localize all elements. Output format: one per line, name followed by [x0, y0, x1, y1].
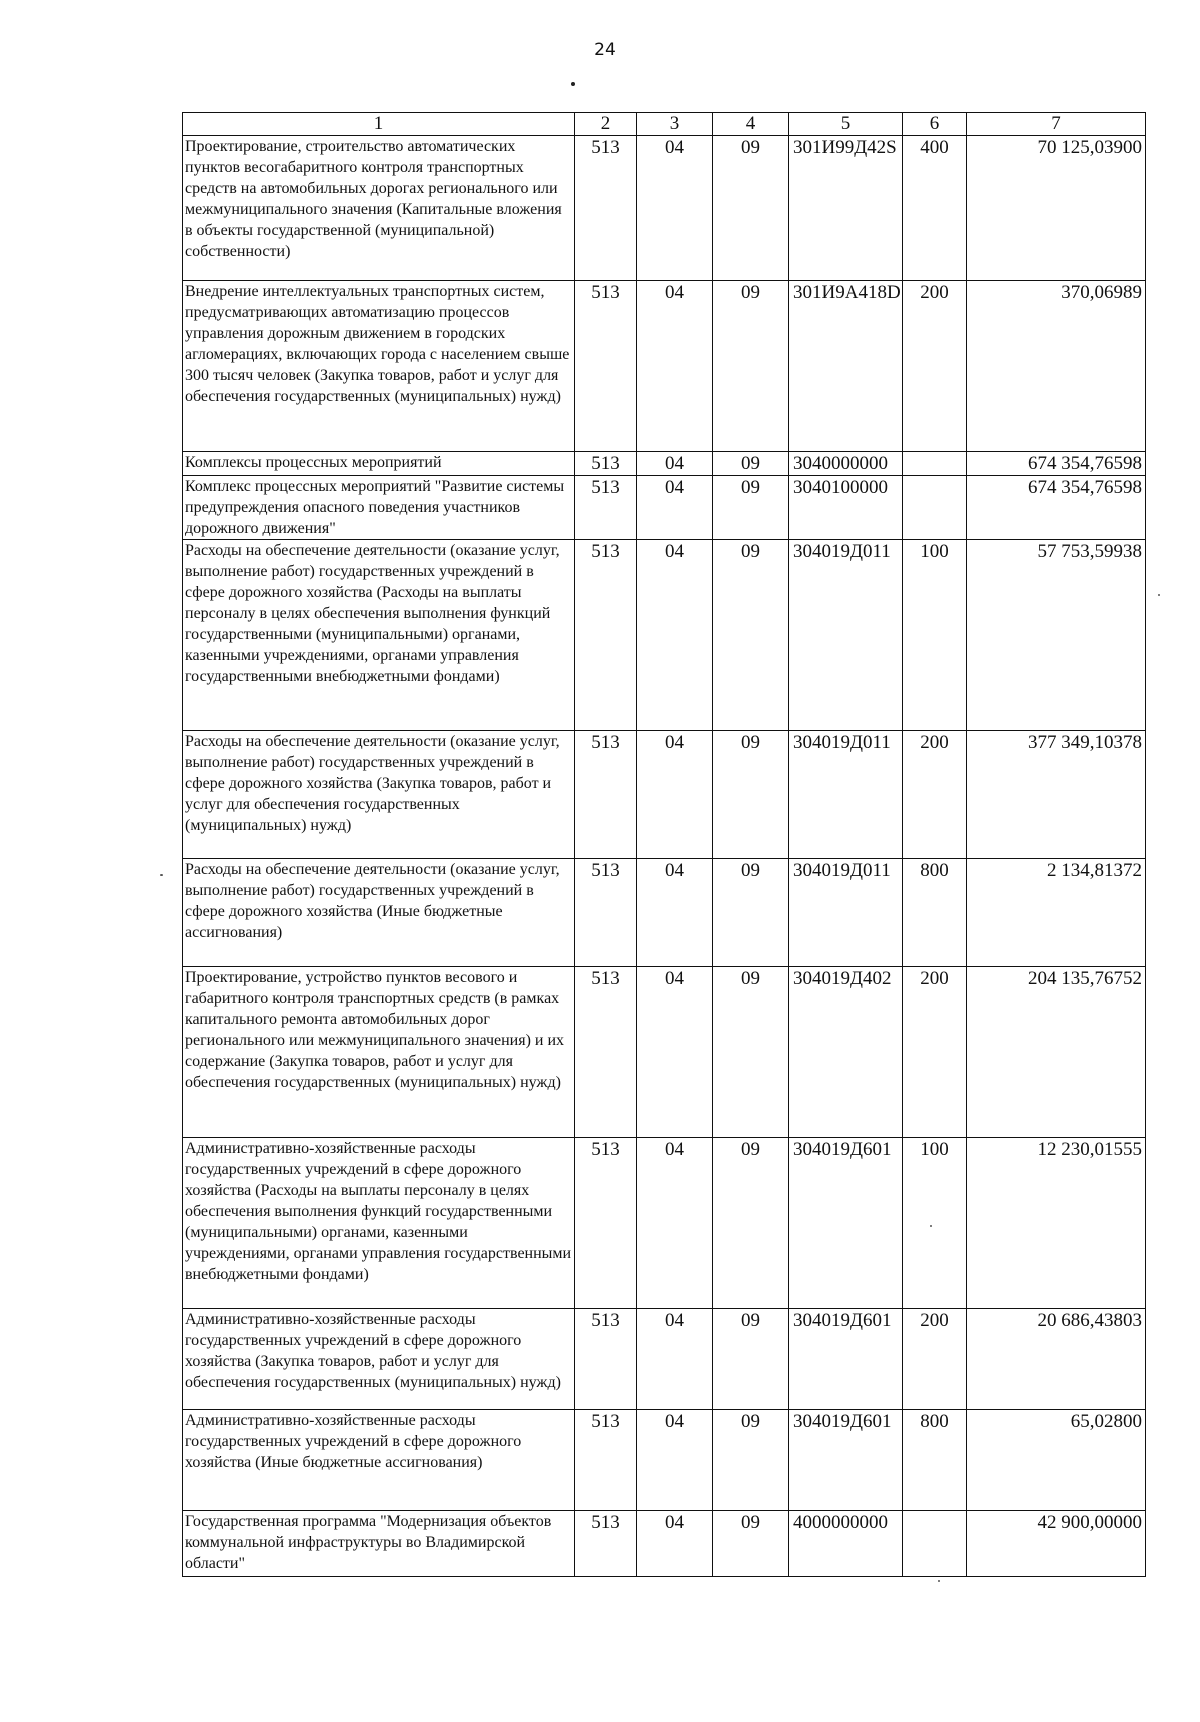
cell-amount: 674 354,76598: [967, 452, 1146, 476]
cell-ministry-code: 513: [575, 476, 637, 540]
table-row: [183, 1138, 1146, 1309]
cell-amount: 12 230,01555: [967, 1138, 1146, 1309]
cell-section-code: 04: [637, 281, 713, 452]
table-row: [183, 859, 1146, 967]
table-row: [183, 1309, 1146, 1410]
scan-speck: [1158, 594, 1160, 596]
cell-section-code: 04: [637, 136, 713, 281]
cell-amount: 65,02800: [967, 1410, 1146, 1511]
budget-table: [182, 112, 1146, 1577]
cell-section-code: 04: [637, 476, 713, 540]
col-header-6: 6: [903, 113, 967, 136]
cell-ministry-code: 513: [575, 967, 637, 1138]
cell-ministry-code: 513: [575, 731, 637, 859]
col-header-4: 4: [713, 113, 789, 136]
scan-mark: [571, 82, 575, 86]
row-description: Проектирование, устройство пунктов весового и габаритного контроля транспортных средств (в рамках капитального ремонта автомобильных дорог регионального или межмуниципального значения) и их содержание (Закупка товаров, работ и услуг для обеспечения государственных (муниципальных) нужд): [183, 967, 575, 1138]
row-description: Комплексы процессных мероприятий: [183, 452, 575, 476]
cell-target-article: 4000000000: [789, 1511, 903, 1577]
col-header-1: 1: [183, 113, 575, 136]
table-row: [183, 281, 1146, 452]
cell-amount: 377 349,10378: [967, 731, 1146, 859]
col-header-7: 7: [967, 113, 1146, 136]
cell-expense-type: 800: [903, 1410, 967, 1511]
cell-section-code: 04: [637, 1511, 713, 1577]
cell-amount: 42 900,00000: [967, 1511, 1146, 1577]
cell-amount: 70 125,03900: [967, 136, 1146, 281]
cell-ministry-code: 513: [575, 859, 637, 967]
cell-expense-type: 800: [903, 859, 967, 967]
header-row: [183, 113, 1146, 136]
cell-ministry-code: 513: [575, 1410, 637, 1511]
cell-amount: 2 134,81372: [967, 859, 1146, 967]
cell-expense-type: [903, 452, 967, 476]
row-description: Административно-хозяйственные расходы государственных учреждений в сфере дорожного хозяйства (Иные бюджетные ассигнования): [183, 1410, 575, 1511]
cell-expense-type: [903, 476, 967, 540]
cell-subsection-code: 09: [713, 136, 789, 281]
cell-ministry-code: 513: [575, 540, 637, 731]
table-row: [183, 540, 1146, 731]
scan-speck: [930, 1225, 932, 1227]
cell-expense-type: 200: [903, 731, 967, 859]
cell-target-article: 304019Д601: [789, 1309, 903, 1410]
cell-target-article: 304019Д011: [789, 540, 903, 731]
cell-target-article: 301И9А418D: [789, 281, 903, 452]
cell-subsection-code: 09: [713, 540, 789, 731]
cell-section-code: 04: [637, 1309, 713, 1410]
cell-expense-type: 100: [903, 1138, 967, 1309]
table-row: [183, 731, 1146, 859]
cell-subsection-code: 09: [713, 731, 789, 859]
cell-amount: 370,06989: [967, 281, 1146, 452]
cell-section-code: 04: [637, 1410, 713, 1511]
cell-subsection-code: 09: [713, 1309, 789, 1410]
cell-amount: 204 135,76752: [967, 967, 1146, 1138]
cell-amount: 57 753,59938: [967, 540, 1146, 731]
row-description: Расходы на обеспечение деятельности (оказание услуг, выполнение работ) государственных учреждений в сфере дорожного хозяйства (Расходы на выплаты персоналу в целях обеспечения выполнения функций государственными (муниципальными) органами, казенными учреждениями, органами управления государственными внебюджетными фондами): [183, 540, 575, 731]
cell-expense-type: 200: [903, 281, 967, 452]
cell-subsection-code: 09: [713, 1138, 789, 1309]
cell-expense-type: 400: [903, 136, 967, 281]
cell-section-code: 04: [637, 967, 713, 1138]
cell-expense-type: 100: [903, 540, 967, 731]
cell-target-article: 304019Д011: [789, 731, 903, 859]
cell-target-article: 3040100000: [789, 476, 903, 540]
cell-subsection-code: 09: [713, 1511, 789, 1577]
cell-subsection-code: 09: [713, 967, 789, 1138]
cell-target-article: 304019Д011: [789, 859, 903, 967]
table-row: [183, 136, 1146, 281]
cell-ministry-code: 513: [575, 136, 637, 281]
table-row: [183, 1410, 1146, 1511]
row-description: Государственная программа "Модернизация объектов коммунальной инфраструктуры во Владимирской области": [183, 1511, 575, 1577]
cell-target-article: 301И99Д42S: [789, 136, 903, 281]
cell-expense-type: [903, 1511, 967, 1577]
cell-amount: 20 686,43803: [967, 1309, 1146, 1410]
table-row: [183, 1511, 1146, 1577]
cell-subsection-code: 09: [713, 859, 789, 967]
row-description: Административно-хозяйственные расходы государственных учреждений в сфере дорожного хозяйства (Расходы на выплаты персоналу в целях обеспечения выполнения функций государственными (муниципальными) органами, казенными учреждениями, органами управления государственными внебюджетными фондами): [183, 1138, 575, 1309]
row-description: Внедрение интеллектуальных транспортных систем, предусматривающих автоматизацию процессов управления дорожным движением в городских агломерациях, включающих города с населением свыше 300 тысяч человек (Закупка товаров, работ и услуг для обеспечения государственных (муниципальных) нужд): [183, 281, 575, 452]
cell-section-code: 04: [637, 452, 713, 476]
cell-ministry-code: 513: [575, 1309, 637, 1410]
table-row: [183, 967, 1146, 1138]
page-number: 24: [594, 40, 616, 60]
col-header-2: 2: [575, 113, 637, 136]
cell-ministry-code: 513: [575, 1138, 637, 1309]
cell-target-article: 304019Д601: [789, 1410, 903, 1511]
cell-subsection-code: 09: [713, 281, 789, 452]
cell-target-article: 304019Д402: [789, 967, 903, 1138]
cell-subsection-code: 09: [713, 452, 789, 476]
table-row: [183, 476, 1146, 540]
row-description: Расходы на обеспечение деятельности (оказание услуг, выполнение работ) государственных учреждений в сфере дорожного хозяйства (Иные бюджетные ассигнования): [183, 859, 575, 967]
col-header-5: 5: [789, 113, 903, 136]
scan-speck: [160, 874, 163, 876]
row-description: Расходы на обеспечение деятельности (оказание услуг, выполнение работ) государственных учреждений в сфере дорожного хозяйства (Закупка товаров, работ и услуг для обеспечения государственных (муниципальных) нужд): [183, 731, 575, 859]
cell-ministry-code: 513: [575, 1511, 637, 1577]
scan-speck: [938, 1580, 940, 1582]
cell-section-code: 04: [637, 1138, 713, 1309]
cell-section-code: 04: [637, 731, 713, 859]
cell-target-article: 3040000000: [789, 452, 903, 476]
cell-expense-type: 200: [903, 967, 967, 1138]
cell-subsection-code: 09: [713, 476, 789, 540]
cell-section-code: 04: [637, 540, 713, 731]
row-description: Проектирование, строительство автоматических пунктов весогабаритного контроля транспортных средств на автомобильных дорогах регионального или межмуниципального значения (Капитальные вложения в объекты государственной (муниципальной) собственности): [183, 136, 575, 281]
cell-subsection-code: 09: [713, 1410, 789, 1511]
cell-ministry-code: 513: [575, 281, 637, 452]
row-description: Административно-хозяйственные расходы государственных учреждений в сфере дорожного хозяйства (Закупка товаров, работ и услуг для обеспечения государственных (муниципальных) нужд): [183, 1309, 575, 1410]
table-row: [183, 452, 1146, 476]
cell-ministry-code: 513: [575, 452, 637, 476]
col-header-3: 3: [637, 113, 713, 136]
cell-target-article: 304019Д601: [789, 1138, 903, 1309]
cell-section-code: 04: [637, 859, 713, 967]
row-description: Комплекс процессных мероприятий "Развитие системы предупреждения опасного поведения участников дорожного движения": [183, 476, 575, 540]
cell-expense-type: 200: [903, 1309, 967, 1410]
cell-amount: 674 354,76598: [967, 476, 1146, 540]
